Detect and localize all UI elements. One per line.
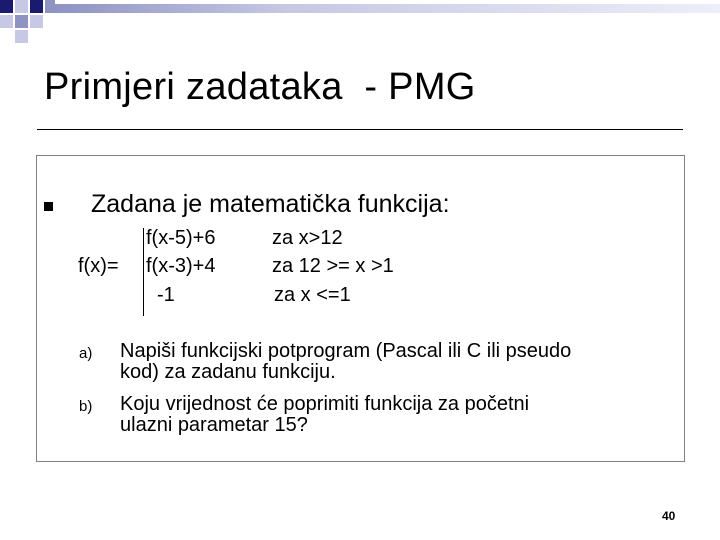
header-decoration (0, 0, 720, 50)
case-cond-2: za 12 >= x >1 (272, 255, 394, 277)
task-a-line-2: kod) za zadanu funkciju. (120, 361, 336, 383)
task-b-line-1: Koju vrijednost će poprimiti funkcija za početni (120, 393, 530, 415)
case-expr-3: -1 (157, 284, 175, 306)
task-b-line-2: ulazni parametar 15? (120, 414, 308, 436)
slide-title: Primjeri zadataka - PMG (44, 66, 476, 108)
page-number: 40 (662, 509, 676, 523)
task-a-line-1: Napiši funkcijski potprogram (Pascal ili C ili pseudo (120, 340, 572, 362)
function-brace (143, 228, 144, 316)
task-b-label: b) (79, 398, 93, 415)
case-expr-1: f(x-5)+6 (146, 227, 216, 249)
task-a-label: a) (79, 345, 93, 362)
case-cond-3: za x <=1 (274, 284, 351, 306)
function-lhs: f(x)= (78, 255, 119, 277)
case-expr-2: f(x-3)+4 (146, 255, 216, 277)
bullet-square-icon (44, 202, 53, 211)
case-cond-1: za x>12 (272, 227, 343, 249)
title-divider (37, 129, 683, 130)
bullet-text: Zadana je matematička funkcija: (91, 190, 450, 218)
